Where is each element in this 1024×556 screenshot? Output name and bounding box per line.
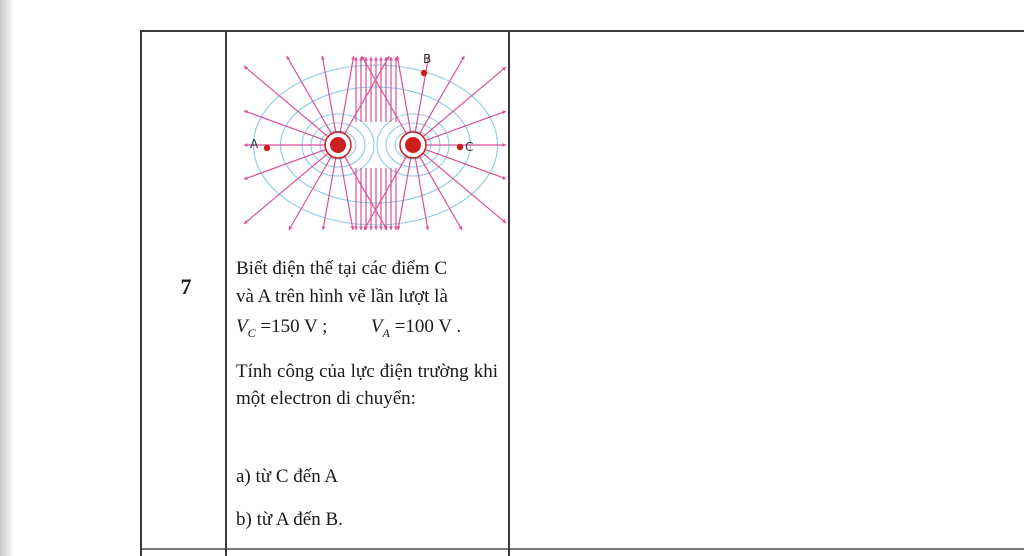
- label-c: C: [465, 140, 474, 154]
- label-a: A: [250, 137, 259, 151]
- question-body: Tính công của lực điện trường khi một electron di chuyển:: [236, 361, 498, 409]
- vc-value: =150 V ;: [255, 316, 328, 337]
- part-a: a) từ C đến A: [236, 466, 339, 487]
- part-b: b) từ A đến B.: [236, 509, 343, 530]
- vc-symbol: V: [236, 316, 248, 337]
- va-value: =100 V .: [389, 316, 462, 337]
- point-c: [457, 144, 463, 150]
- va-subscript: A: [382, 326, 390, 340]
- table-column-divider-1: [225, 30, 227, 556]
- va-symbol: V: [370, 316, 383, 337]
- window-edge-shadow: [0, 0, 14, 556]
- potential-formula: [236, 316, 461, 338]
- question-intro: [236, 255, 498, 311]
- point-b: [421, 70, 427, 76]
- question-number: 7: [180, 274, 192, 299]
- charge-left: [325, 132, 351, 158]
- table-bottom-border: [140, 548, 1024, 550]
- point-a: [264, 145, 270, 151]
- charge-right: [400, 132, 426, 158]
- vc-subscript: C: [247, 326, 256, 340]
- label-b: B: [423, 52, 432, 66]
- electric-field-diagram: [240, 52, 510, 234]
- intro-line-1: Biết điện thế tại các điểm C: [236, 258, 448, 279]
- intro-line-2: và A trên hình vẽ lần lượt là: [236, 286, 448, 307]
- table-left-border: [140, 30, 142, 556]
- table-top-border: [140, 30, 1024, 32]
